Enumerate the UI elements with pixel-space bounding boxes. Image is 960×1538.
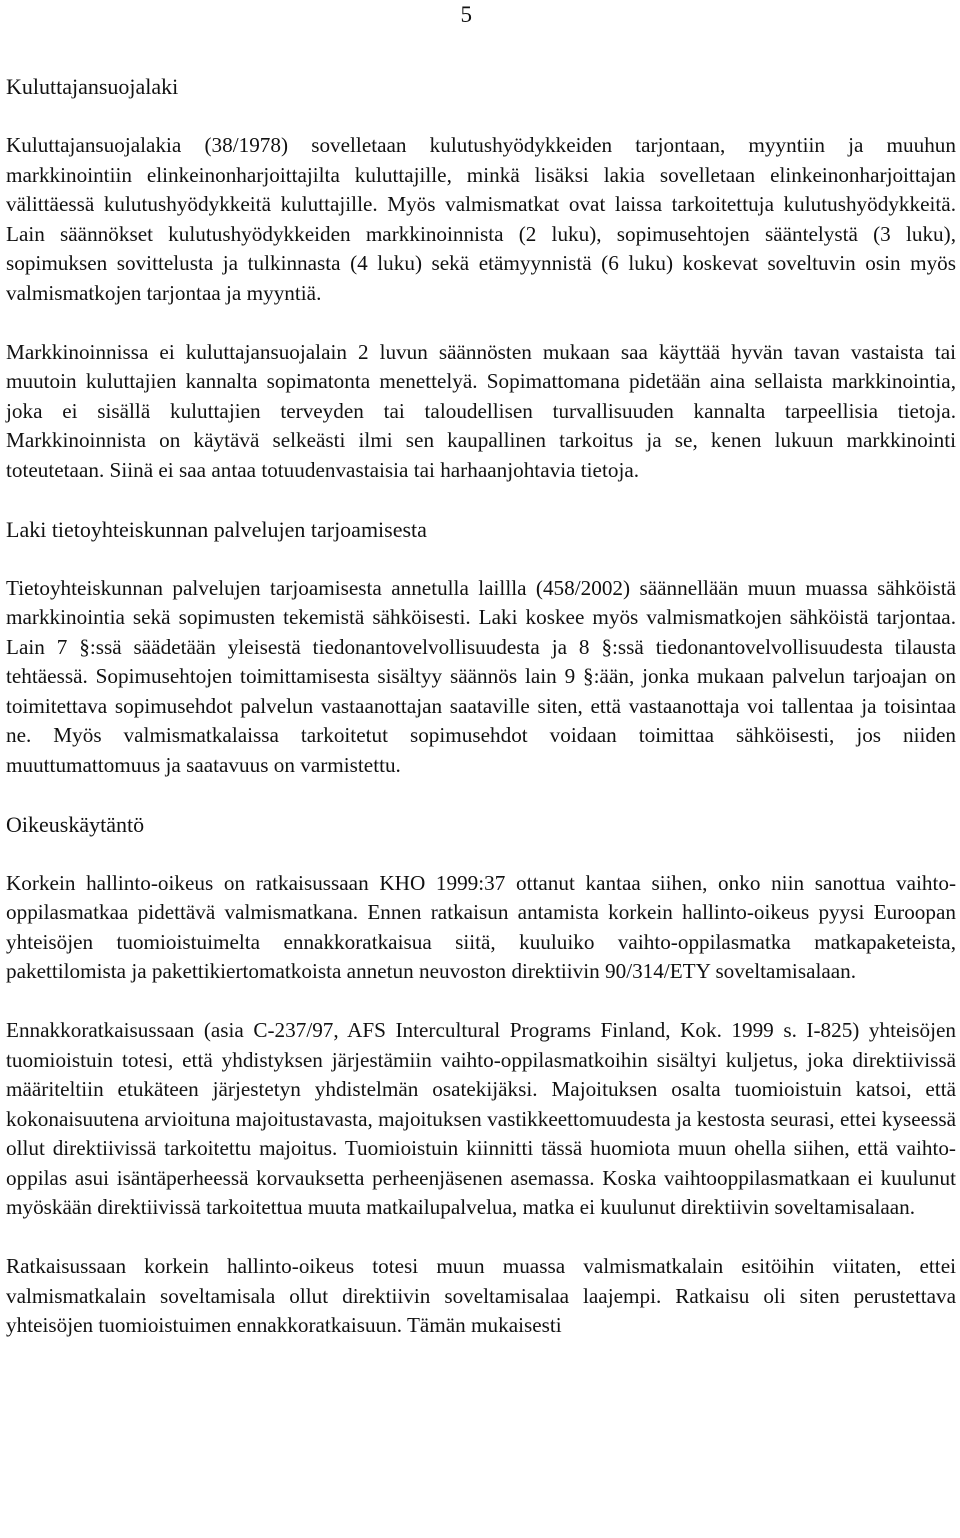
section-oikeuskaytanto — [6, 810, 956, 1341]
section-heading: Laki tietoyhteiskunnan palvelujen tarjoamisesta — [6, 516, 427, 542]
paragraph: Kuluttajansuojalakia (38/1978) sovelletaan kulutushyödykkeiden tarjontaan, myyntiin ja muuhun markkinointiin elinkeinonharjoittajilta kuluttajille, minkä lisäksi lakia sovelletaan elinkeinonharjoittajan välittäessä kulutushyödykkeitä kuluttajille. Myös valmismatkat ovat laissa tarkoitettuja kulutushyödykkeitä. Lain säännökset kulutushyödykkeiden markkinoinnista (2 luku), sopimusehtojen sääntelystä (3 luku), sopimuksen sovittelusta ja tulkinnasta (4 luku) sekä etämyynnistä (6 luku) koskevat soveltuvin osin myös valmismatkojen tarjontaa ja myyntiä. — [6, 133, 956, 305]
document-body — [6, 72, 956, 1370]
paragraph: Markkinoinnissa ei kuluttajansuojalain 2 luvun säännösten mukaan saa käyttää hyvän tavan vastaista tai muutoin kuluttajien kannalta sopimatonta menettelyä. Sopimattomana pidetään aina sellaista markkinointia, joka ei sisällä kuluttajien terveyden tai taloudellisen turvallisuuden kannalta tarpeellisia tietoja. Markkinoinnista on käytävä selkeästi ilmi sen kaupallinen tarkoitus ja se, kenen lukuun markkinointi toteutetaan. Siinä ei saa antaa totuudenvastaisia tai harhaanjohtavia tietoja. — [6, 339, 956, 482]
paragraph: Tietoyhteiskunnan palvelujen tarjoamisesta annetulla laillla (458/2002) säännellään muun muassa sähköistä markkinointia sekä sopimusten tekemistä sähköisesti. Laki koskee myös valmismatkojen sähköistä tarjontaa. Lain 7 §:ssä säädetään yleisestä tiedonantovelvollisuudesta ja 8 §:ssä tiedonantovelvollisuudesta tilausta tehtäessä. Sopimusehtojen toimittamisesta sisältyy säännös lain 9 §:ään, jonka mukaan palvelun tarjoajan on toimitettava sopimusehdot palvelun vastaanottajan saataville siten, että vastaanottaja voi tallentaa ja toisintaa ne. Myös valmismatkalaissa tarkoitetut sopimusehdot voidaan toimittaa sähköisesti, jos niiden muuttumattomuus ja saatavuus on varmistettu. — [6, 575, 956, 777]
section-heading: Oikeuskäytäntö — [6, 811, 145, 837]
paragraph: Korkein hallinto-oikeus on ratkaisussaan KHO 1999:37 ottanut kantaa siihen, onko niin sanottua vaihto-oppilasmatkaa pidettävä valmismatkana. Ennen ratkaisun antamista korkein hallinto-oikeus pyysi Euroopan yhteisöjen tuomioistuimelta ennakkoratkaisua siitä, kuuluiko vaihto-oppilasmatka matkapaketeista, pakettilomista ja pakettikiertomatkoista annetun neuvoston direktiivin 90/314/ETY soveltamisalaan. — [6, 870, 956, 983]
page-number: 5 — [460, 2, 472, 27]
section-kuluttajansuojalaki — [6, 72, 956, 485]
section-tietoyhteiskuntalaki — [6, 515, 956, 781]
paragraph: Ennakkoratkaisussaan (asia C-237/97, AFS Intercultural Programs Finland, Kok. 1999 s. I-825) yhteisöjen tuomioistuin totesi, että yhdistyksen järjestämiin vaihto-oppilasmatkoihin sisältyi kuljetus, joka direktiivissä määriteltiin etukäteen järjestetyn yhdistelmän osatekijäksi. Majoituksen osalta tuomioistuin katsoi, että kokonaisuutena arvioituna majoitustavasta, majoituksen vastikkeettomuudesta ja kestosta seurasi, ettei kyseessä ollut direktiivissä tarkoitettu majoitus. Tuomioistuin kiinnitti tässä huomiota muun ohella siihen, että vaihto-oppilas asui isäntäperheessä korvauksetta perheenjäsenen asemassa. Koska vaihtooppilasmatkaan ei kuulunut myöskään direktiivissä tarkoitettua muuta matkailupalvelua, matka ei kuulunut direktiivin soveltamisalaan. — [6, 1018, 956, 1219]
paragraph: Ratkaisussaan korkein hallinto-oikeus totesi muun muassa valmismatkalain esitöihin viitaten, ettei valmismatkalain soveltamisala ollut direktiivin soveltamisalaa laajempi. Ratkaisu oli siten perustettava yhteisöjen tuomioistuimen ennakkoratkaisuun. Tämän mukaisesti — [6, 1254, 956, 1337]
section-heading: Kuluttajansuojalaki — [6, 74, 179, 99]
